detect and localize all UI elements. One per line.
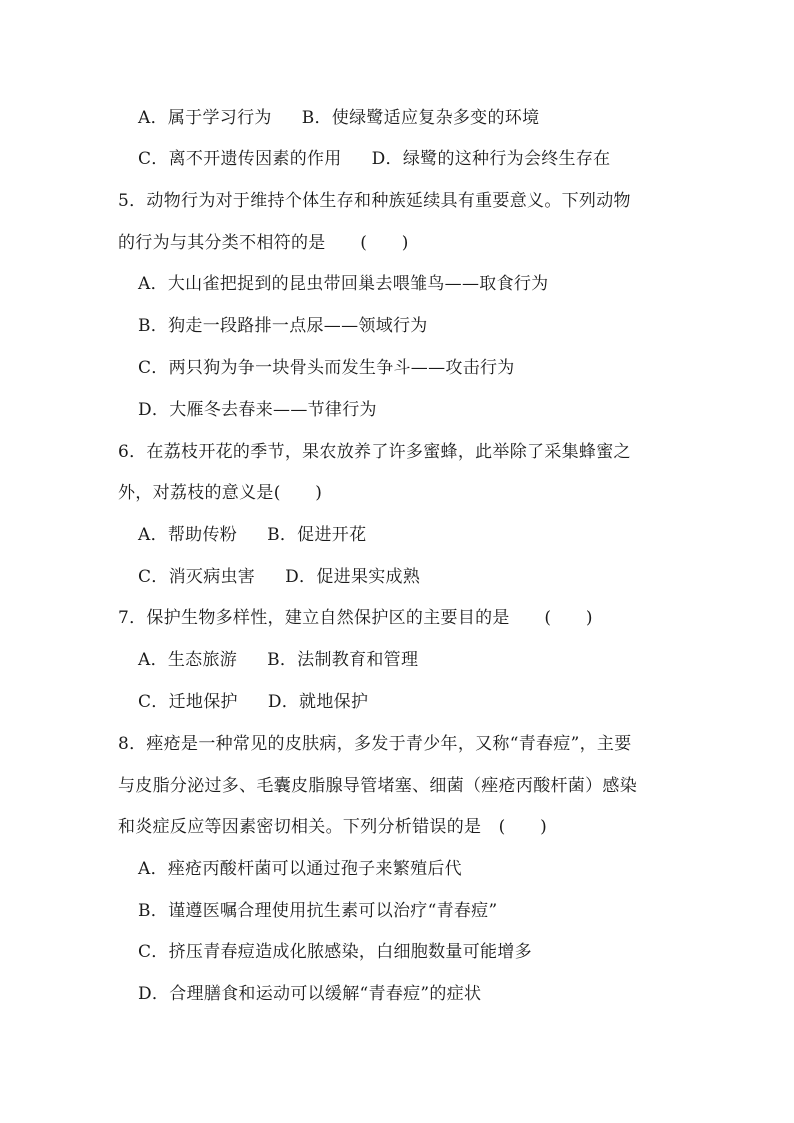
q4-option-d: D．绿鹭的这种行为会终生存在 xyxy=(371,149,611,169)
q8-option-b: B．谨遵医嘱合理使用抗生素可以治疗“青春痘” xyxy=(138,901,498,921)
q6-stem-line-1: 6．在荔枝开花的季节，果农放养了许多蜜蜂，此举除了采集蜂蜜之 xyxy=(118,442,631,462)
q4-option-b: B．使绿鹭适应复杂多变的环境 xyxy=(301,108,540,128)
q8-option-a: A．痤疮丙酸杆菌可以通过孢子来繁殖后代 xyxy=(138,859,462,879)
q5-stem-line-1: 5．动物行为对于维持个体生存和种族延续具有重要意义。下列动物 xyxy=(118,191,631,211)
q7-options-row-2 xyxy=(138,690,368,714)
q7-options-row-1 xyxy=(138,648,418,672)
q5-option-d: D．大雁冬去春来——节律行为 xyxy=(138,400,377,420)
q4-option-c: C．离不开遗传因素的作用 xyxy=(138,149,342,169)
q4-options-row-2 xyxy=(138,147,610,171)
q5-option-c: C．两只狗为争一块骨头而发生争斗——攻击行为 xyxy=(138,358,515,378)
q7-stem-line-1: 7．保护生物多样性，建立自然保护区的主要目的是 ( ) xyxy=(118,608,593,628)
q4-options-row-1 xyxy=(138,106,539,130)
q6-option-b: B．促进开花 xyxy=(267,525,367,545)
q4-option-a: A．属于学习行为 xyxy=(138,108,272,128)
q6-option-c: C．消灭病虫害 xyxy=(138,567,256,587)
q6-option-d: D．促进果实成熟 xyxy=(285,567,421,587)
q6-stem-line-2: 外，对荔枝的意义是( ) xyxy=(118,483,323,503)
q5-stem-line-2: 的行为与其分类不相符的是 ( ) xyxy=(118,233,409,253)
q8-option-c: C．挤压青春痘造成化脓感染，白细胞数量可能增多 xyxy=(138,942,532,962)
q8-stem-line-2: 与皮脂分泌过多、毛囊皮脂腺导管堵塞、细菌（痤疮丙酸杆菌）感染 xyxy=(118,776,637,796)
q5-option-a: A．大山雀把捉到的昆虫带回巢去喂雏鸟——取食行为 xyxy=(138,274,549,294)
q7-option-b: B．法制教育和管理 xyxy=(267,650,419,670)
q6-options-row-1 xyxy=(138,523,366,547)
q8-option-d: D．合理膳食和运动可以缓解“青春痘”的症状 xyxy=(138,984,482,1004)
q8-stem-line-1: 8．痤疮是一种常见的皮肤病，多发于青少年，又称“青春痘”，主要 xyxy=(118,734,632,754)
q8-stem-line-3: 和炎症反应等因素密切相关。下列分析错误的是 ( ) xyxy=(118,817,548,837)
q7-option-c: C．迁地保护 xyxy=(138,692,238,712)
q6-option-a: A．帮助传粉 xyxy=(138,525,238,545)
q5-option-b: B．狗走一段路排一点尿——领域行为 xyxy=(138,316,428,336)
q7-option-a: A．生态旅游 xyxy=(138,650,238,670)
q7-option-d: D．就地保护 xyxy=(267,692,369,712)
q6-options-row-2 xyxy=(138,565,420,589)
